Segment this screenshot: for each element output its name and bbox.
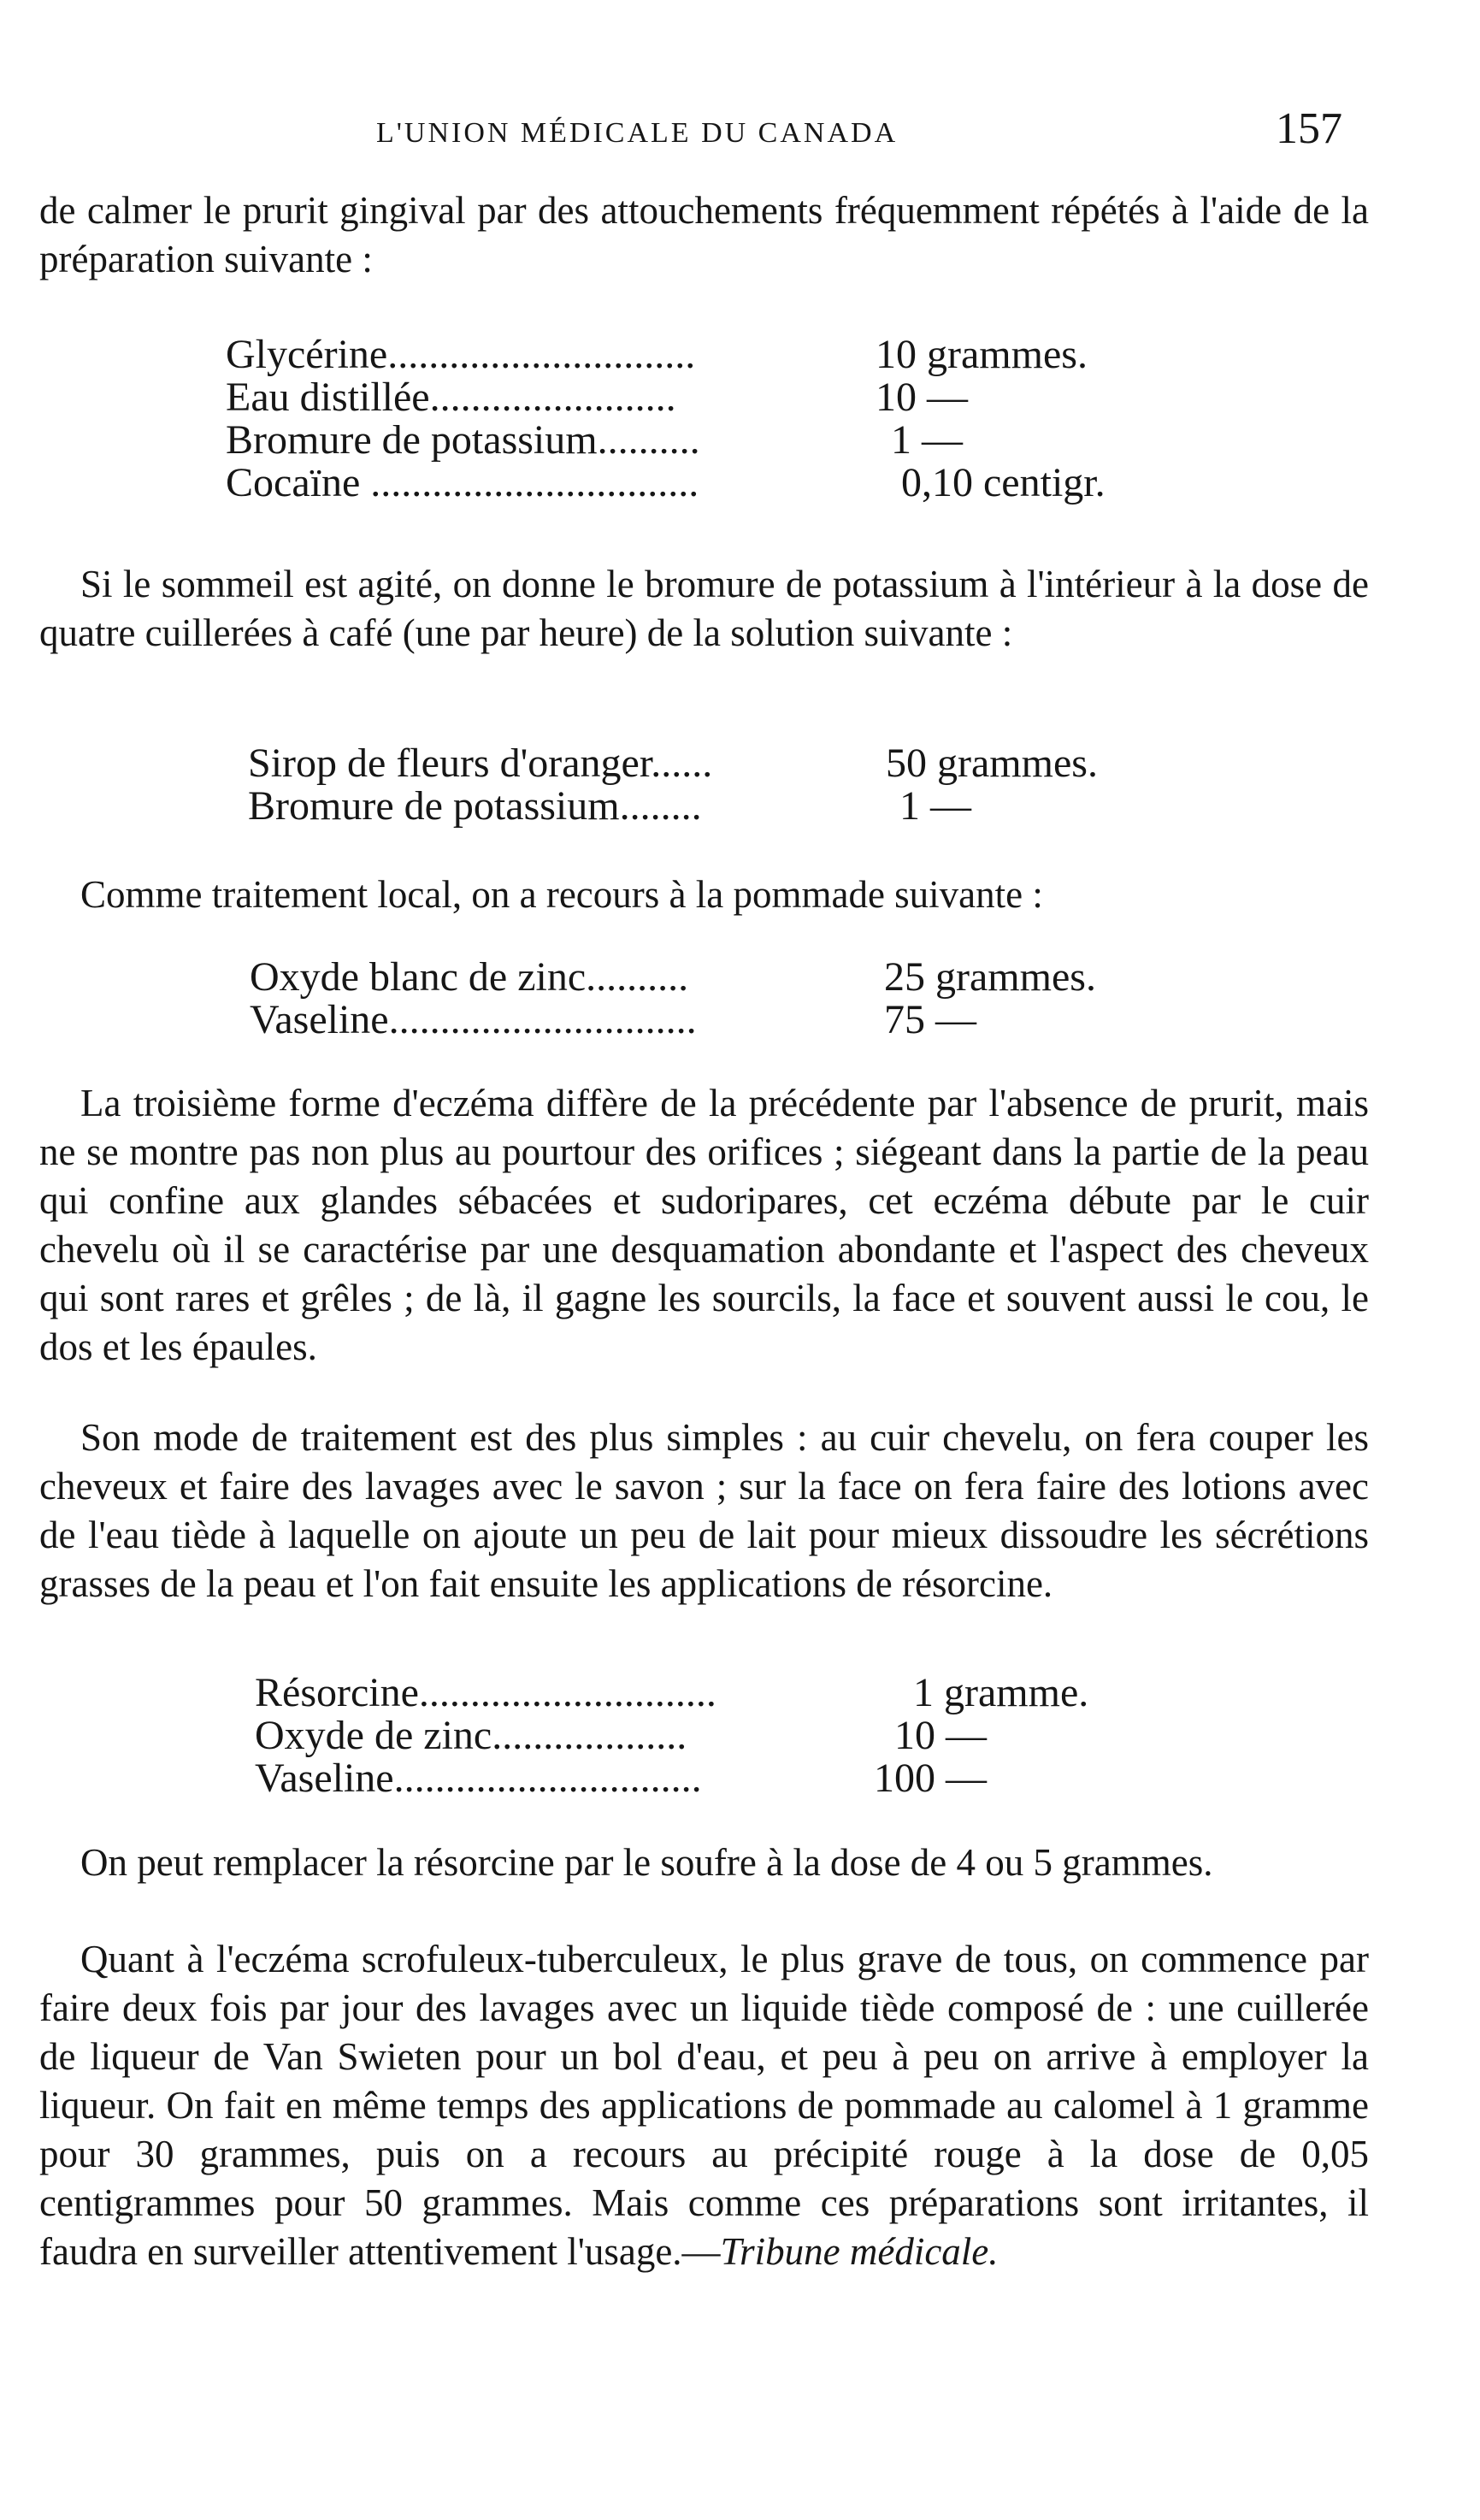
paragraph-5: Son mode de traitement est des plus simples : au cuir chevelu, on fera couper les cheveux et faire des lavages avec le savon ; sur la face on fera faire des lotions avec de l'eau tiède à laquelle on ajoute un peu de lait pour mieux dissoudre les sécrétions grasses de la peau et l'on fait ensuite les applications de résorcine. [39, 1416, 1369, 1605]
source-citation: Tribune médicale. [720, 2230, 999, 2273]
recipe-ingredient: Eau distillée........................ [226, 375, 676, 420]
recipe-quantity: 50 grammes. [886, 741, 1098, 786]
recipe-2 [248, 742, 1231, 828]
recipe-quantity: 10 grammes. [876, 332, 1088, 377]
paragraph-3: Comme traitement local, on a recours à la pommade suivante : [80, 873, 1043, 916]
recipe-ingredient: Oxyde de zinc................... [255, 1713, 687, 1758]
paragraph-7 [39, 1935, 1369, 2276]
recipe-row [255, 1714, 1238, 1757]
recipe-ingredient: Vaseline.............................. [255, 1756, 702, 1801]
recipe-ingredient: Glycérine.............................. [226, 332, 696, 377]
recipe-row [250, 999, 1233, 1042]
recipe-row [226, 462, 1209, 505]
recipe-quantity: 1 — [899, 783, 971, 829]
recipe-ingredient: Bromure de potassium.......... [226, 417, 700, 463]
recipe-ingredient: Résorcine............................. [255, 1670, 716, 1715]
paragraph-4: La troisième forme d'eczéma diffère de la précédente par l'absence de prurit, mais ne se montre pas non plus au pourtour des orifices ; siégeant dans la partie de la peau qui confine aux glandes sébacées et sudoripares, cet eczéma débute par le cuir chevelu où il se caractérise par une desquamation abondante et l'aspect des cheveux qui sont rares et grêles ; de là, il gagne les sourcils, la face et souvent aussi le cou, le dos et les épaules. [39, 1082, 1369, 1368]
recipe-1 [226, 333, 1209, 505]
recipe-quantity: 10 — [894, 1713, 987, 1758]
paragraph-1: de calmer le prurit gingival par des attouchements fréquemment répétés à l'aide de la préparation suivante : [39, 189, 1369, 280]
recipe-ingredient: Oxyde blanc de zinc.......... [250, 954, 689, 1000]
recipe-row [226, 376, 1209, 419]
recipe-quantity: 100 — [874, 1756, 987, 1801]
recipe-4 [255, 1672, 1238, 1800]
recipe-ingredient: Vaseline.............................. [250, 997, 697, 1042]
recipe-row [248, 742, 1231, 785]
recipe-row [255, 1757, 1238, 1800]
recipe-quantity: 10 — [876, 375, 968, 420]
page-number: 157 [1276, 104, 1342, 153]
recipe-row [226, 333, 1209, 376]
recipe-row [226, 419, 1209, 462]
paragraph-6: On peut remplacer la résorcine par le soufre à la dose de 4 ou 5 grammes. [80, 1841, 1213, 1884]
paragraph-7-text: Quant à l'eczéma scrofuleux-tuberculeux, le plus grave de tous, on commence par faire deux fois par jour des lavages avec un liquide tiède composé de : une cuillerée de liqueur de Van Swieten pour un bol d'eau, et peu à peu on arrive à employer la liqueur. On fait en même temps des applications de pommade au calomel à 1 gramme pour 30 grammes, puis on a recours au précipité rouge à la dose de 0,05 centigrammes pour 50 grammes. Mais comme ces préparations sont irritantes, il faudra en surveiller attentivement l'usage.— [39, 1938, 1369, 2273]
recipe-quantity: 0,10 centigr. [901, 460, 1106, 505]
recipe-row [248, 785, 1231, 828]
page-header [0, 98, 1480, 158]
recipe-ingredient: Cocaïne ................................ [226, 460, 699, 505]
recipe-quantity: 75 — [884, 997, 976, 1042]
recipe-quantity: 1 gramme. [913, 1670, 1089, 1715]
recipe-ingredient: Sirop de fleurs d'oranger...... [248, 741, 713, 786]
recipe-row [250, 956, 1233, 999]
recipe-quantity: 25 grammes. [884, 954, 1096, 1000]
recipe-quantity: 1 — [891, 417, 963, 463]
recipe-3 [250, 956, 1233, 1042]
paragraph-2: Si le sommeil est agité, on donne le bromure de potassium à l'intérieur à la dose de quatre cuillerées à café (une par heure) de la solution suivante : [39, 563, 1369, 654]
recipe-row [255, 1672, 1238, 1714]
running-title: L'UNION MÉDICALE DU CANADA [376, 117, 899, 149]
recipe-ingredient: Bromure de potassium........ [248, 783, 702, 829]
